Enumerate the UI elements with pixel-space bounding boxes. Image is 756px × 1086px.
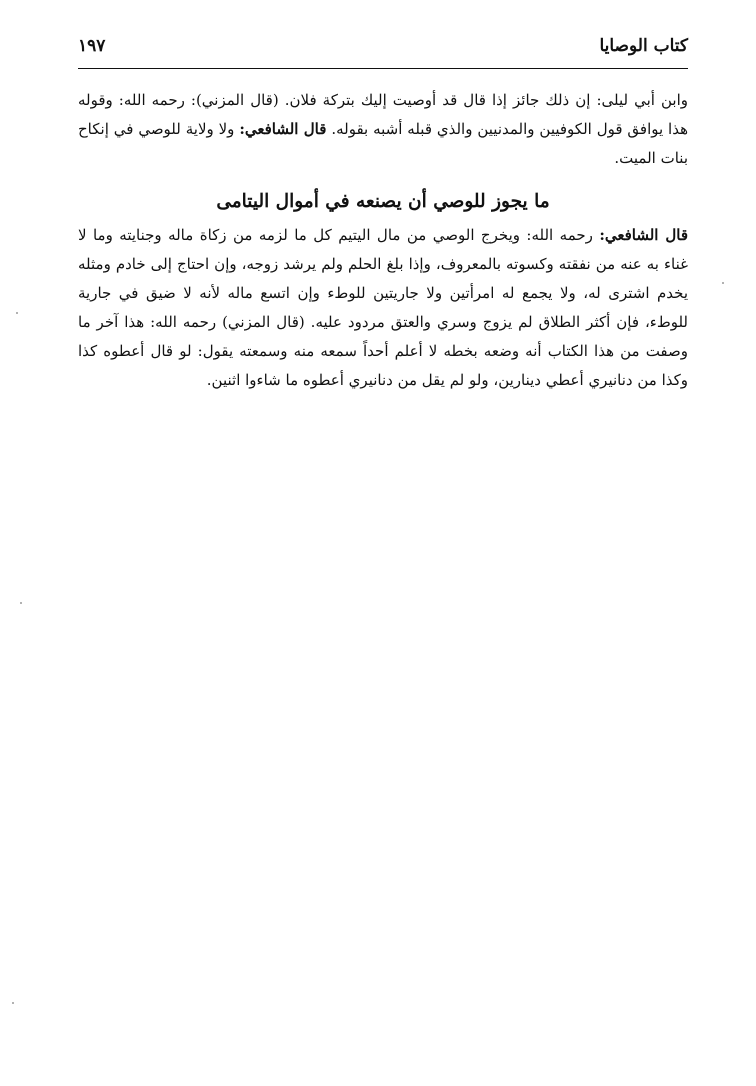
- page-body: [78, 86, 688, 395]
- running-title: كتاب الوصايا: [599, 36, 688, 56]
- speaker-label: قال الشافعي:: [599, 226, 688, 244]
- scan-speck: [12, 1002, 14, 1004]
- page-header: [78, 32, 688, 66]
- scan-speck: [16, 312, 18, 314]
- paragraph-opening: [78, 86, 688, 173]
- scan-speck: [20, 602, 22, 604]
- speaker-label: قال الشافعي:: [239, 120, 327, 138]
- page-number: ١٩٧: [78, 36, 106, 56]
- paragraph-text: ولا ولاية للوصي في إنكاح بنات الميت.: [78, 120, 688, 167]
- paragraph-text: وابن أبي ليلى: إن ذلك جائز إذا قال قد أوصيت إليك بتركة فلان. (قال المزني): رحمه الله: وقوله هذا يوافق قول الكوفيين والمدنيين والذي قبله أشبه بقوله.: [78, 91, 689, 138]
- scan-speck: [722, 282, 724, 284]
- paragraph-section-body: [78, 221, 688, 395]
- section-heading: ما يجوز للوصي أن يصنعه في أموال اليتامى: [216, 191, 550, 212]
- paragraph-text: رحمه الله: ويخرج الوصي من مال اليتيم كل ما لزمه من زكاة ماله وجنايته وما لا غناء به عنه من نفقته وكسوته بالمعروف، وإذا بلغ الحلم ولم يرشد زوجه، وإن احتاج إلى خادم ومثله يخدم اشترى له، ولا يجمع له امرأتين ولا جاريتين للوطء وإن اتسع ماله لأنه لا ضيق في جارية للوطء، فإن أكثر الطلاق لم يزوج وسري والعتق مردود عليه. (قال المزني) رحمه الله: هذا آخر ما وصفت من هذا الكتاب أنه وضعه بخطه لا أعلم أحداً سمعه منه وسمعته يقول: لو قال أعطوه كذا وكذا من دنانيري أعطي دينارين، ولو لم يقل من دنانيري أعطوه ما شاءوا اثنين.: [78, 226, 688, 389]
- header-rule: [78, 68, 688, 69]
